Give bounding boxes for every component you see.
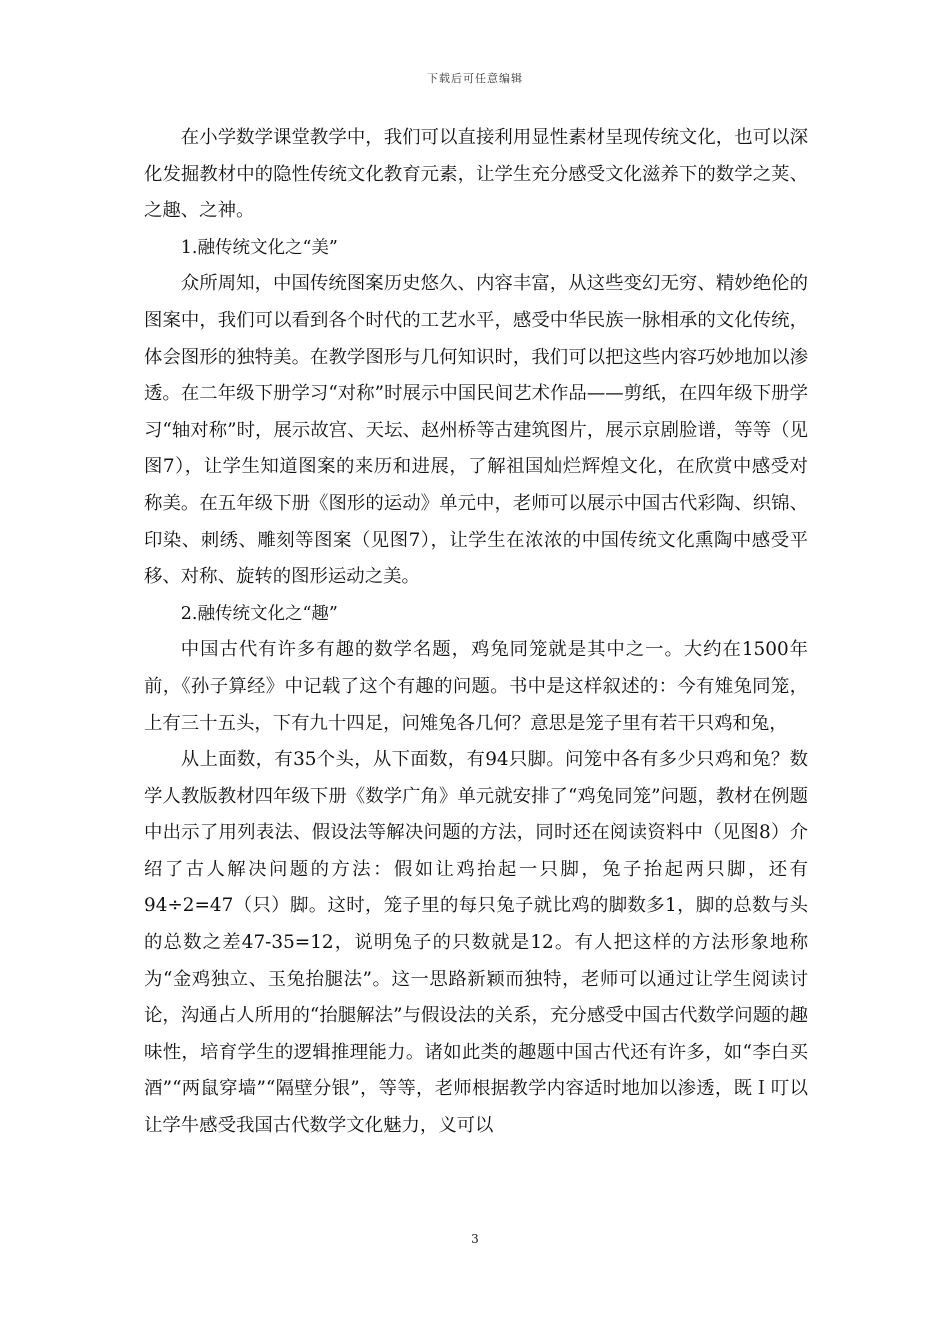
document-body	[144, 120, 808, 1145]
chicken-rabbit-paragraph: 从上面数，有35个头，从下面数，有94只脚。问笼中各有多少只鸡和兔？数学人教版教材四年级下册《数学广角》单元就安排了“鸡兔同笼”问题，教材在例题中出示了用列表法、假设法等解决问题的方法，同时还在阅读资料中（见图8）介绍了古人解决问题的方法：假如让鸡抬起一只脚，兔子抬起两只脚，还有94÷2=47（只）脚。这时，笼子里的每只兔子就比鸡的脚数多1，脚的总数与头的总数之差47-35=12，说明兔子的只数就是12。有人把这样的方法形象地称为“金鸡独立、玉兔抬腿法”。这一思路新颖而独特，老师可以通过让学生阅读讨论，沟通占人所用的“抬腿解法”与假设法的关系，充分感受中国古代数学问题的趣味性，培育学生的逻辑推理能力。诸如此类的趣题中国古代还有许多，如“李白买酒”“两鼠穿墙”“隔壁分银”，等等，老师根据教学内容适时地加以渗透，既Ｉ叮以让学牛感受我国古代数学文化魅力，义可以	[144, 749, 808, 1137]
section-heading-interest: 2.融传统文化之“趣”	[180, 603, 338, 624]
page-number: 3	[471, 1232, 479, 1246]
page-header: 下载后可任意编辑	[427, 72, 523, 85]
interest-paragraph: 中国古代有许多有趣的数学名题，鸡兔同笼就是其中之一。大约在1500年前，《孙子算经》中记载了这个有趣的问题。书中是这样叙述的：今有雉兔同笼，上有三十五头，下有九十四足，问雉兔各几何？意思是笼子里有若干只鸡和兔，	[144, 639, 808, 734]
beauty-paragraph: 众所周知，中国传统图案历史悠久、内容丰富，从这些变幻无穷、精妙绝伦的图案中，我们可以看到各个时代的工艺水平，感受中华民族一脉相承的文化传统，体会图形的独特美。在教学图形与几何知识时，我们可以把这些内容巧妙地加以渗透。在二年级下册学习“对称”时展示中国民间艺术作品——剪纸，在四年级下册学习“轴对称”时，展示故宫、天坛、赵州桥等古建筑图片，展示京剧脸谱，等等（见图7），让学生知道图案的来历和进展，了解祖国灿烂辉煌文化，在欣赏中感受对称美。在五年级下册《图形的运动》单元中，老师可以展示中国古代彩陶、织锦、印染、刺绣、雕刻等图案（见图7），让学生在浓浓的中国传统文化熏陶中感受平移、对称、旋转的图形运动之美。	[144, 273, 808, 588]
section-heading-beauty: 1.融传统文化之“美”	[180, 237, 338, 258]
intro-paragraph: 在小学数学课堂教学中，我们可以直接利用显性素材呈现传统文化，也可以深化发掘教材中的隐性传统文化教育元素，让学生充分感受文化滋养下的数学之荚、之趣、之神。	[144, 127, 808, 222]
